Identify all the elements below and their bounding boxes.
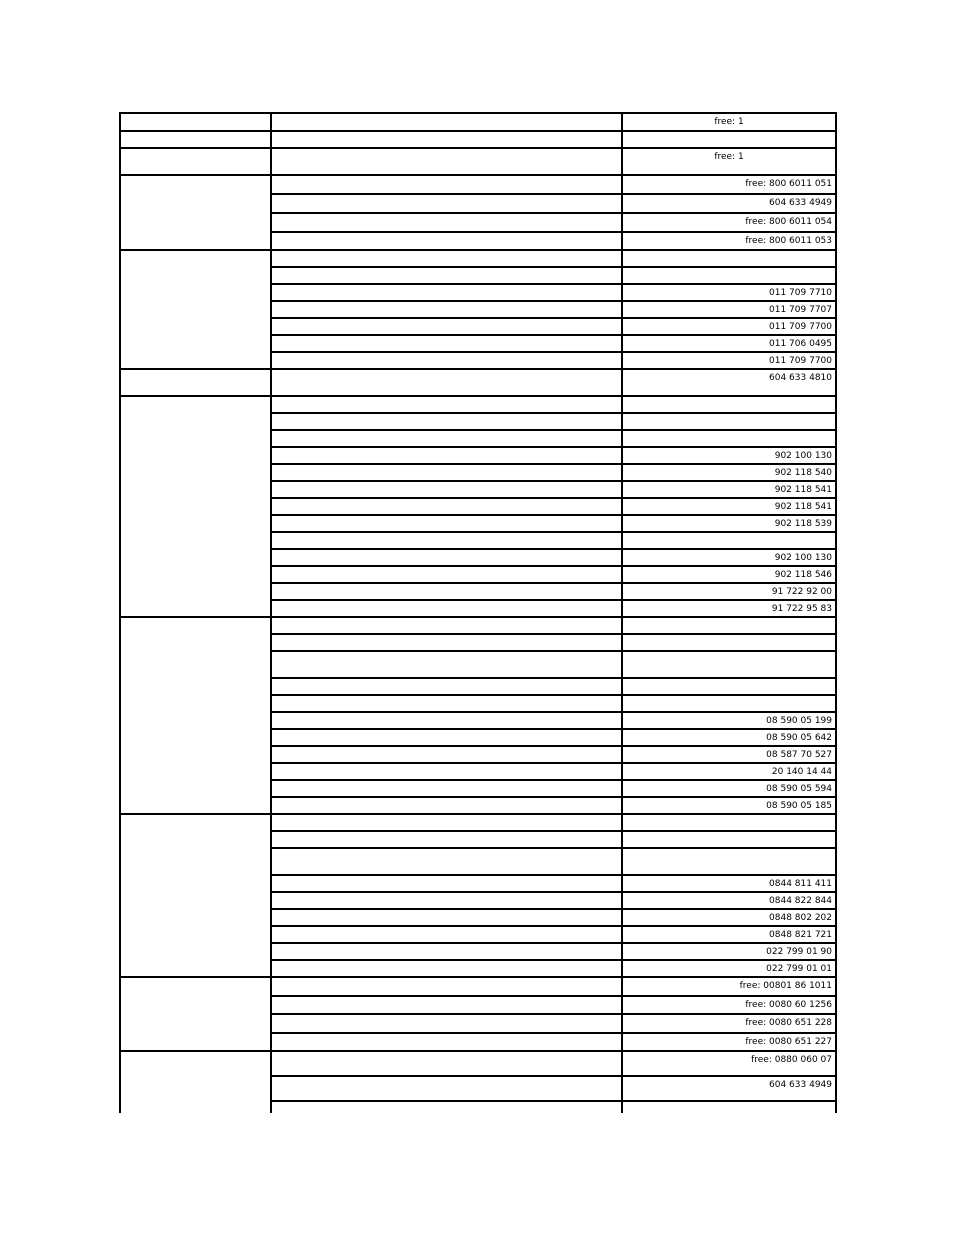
phone-number: free: 1 — [714, 117, 744, 127]
phone-number: 0848 821 721 — [769, 930, 832, 940]
phone-number-cell — [622, 369, 836, 396]
phone-number: 011 709 7707 — [769, 305, 832, 315]
phone-number: 20 140 14 44 — [771, 767, 832, 777]
phone-number-cell — [622, 1033, 836, 1051]
service-cell — [271, 1051, 622, 1076]
service-cell — [271, 746, 622, 763]
service-cell — [271, 831, 622, 848]
phone-number: 022 799 01 90 — [766, 947, 832, 957]
phone-number-cell — [622, 515, 836, 532]
phone-number: 08 590 05 199 — [766, 716, 832, 726]
service-cell — [271, 1033, 622, 1051]
phone-number-cell — [622, 831, 836, 848]
phone-number-cell — [622, 549, 836, 566]
phone-number: 0844 822 844 — [769, 896, 832, 906]
phone-number-cell — [622, 301, 836, 318]
service-cell — [271, 712, 622, 729]
service-cell — [271, 301, 622, 318]
contact-table — [119, 112, 837, 1113]
phone-number-cell — [622, 284, 836, 301]
table-row — [120, 148, 836, 175]
phone-number: free: 0080 651 227 — [745, 1037, 832, 1047]
phone-number-cell — [622, 712, 836, 729]
service-cell — [271, 763, 622, 780]
phone-number-cell — [622, 892, 836, 909]
service-cell — [271, 1076, 622, 1101]
phone-number: 902 118 541 — [774, 502, 832, 512]
phone-number-cell — [622, 1051, 836, 1076]
phone-number-cell — [622, 131, 836, 148]
service-cell — [271, 695, 622, 712]
phone-number-cell — [622, 695, 836, 712]
phone-number-cell — [622, 396, 836, 413]
phone-number-cell — [622, 1076, 836, 1101]
service-cell — [271, 213, 622, 232]
phone-number-cell — [622, 960, 836, 977]
phone-number: 011 709 7700 — [769, 322, 832, 332]
service-cell — [271, 617, 622, 634]
phone-number: 022 799 01 01 — [766, 964, 832, 974]
service-cell — [271, 729, 622, 746]
phone-number: free: 00801 86 1011 — [739, 981, 832, 991]
service-cell — [271, 1014, 622, 1033]
phone-number: 91 722 92 00 — [771, 587, 832, 597]
phone-number-cell — [622, 729, 836, 746]
phone-number-cell — [622, 943, 836, 960]
phone-number-cell — [622, 797, 836, 814]
service-cell — [271, 977, 622, 996]
service-cell — [271, 447, 622, 464]
country-cell — [120, 617, 271, 814]
phone-number-cell — [622, 232, 836, 250]
phone-number: free: 0080 60 1256 — [745, 1000, 832, 1010]
phone-number-cell — [622, 194, 836, 213]
service-cell — [271, 148, 622, 175]
service-cell — [271, 651, 622, 678]
phone-number-cell — [622, 318, 836, 335]
country-cell — [120, 148, 271, 175]
service-cell — [271, 566, 622, 583]
phone-number: 604 633 4949 — [769, 198, 832, 208]
country-cell — [120, 396, 271, 617]
phone-number: free: 1 — [714, 152, 744, 162]
table-row — [120, 617, 836, 634]
phone-number-cell — [622, 250, 836, 267]
phone-number-cell — [622, 848, 836, 875]
phone-number-cell — [622, 780, 836, 797]
service-cell — [271, 780, 622, 797]
table-row — [120, 1051, 836, 1076]
phone-number-cell — [622, 678, 836, 695]
phone-number-cell — [622, 213, 836, 232]
service-cell — [271, 481, 622, 498]
phone-number: 902 118 539 — [774, 519, 832, 529]
service-cell — [271, 369, 622, 396]
service-cell — [271, 498, 622, 515]
phone-number: free: 0880 060 07 — [751, 1055, 832, 1065]
service-cell — [271, 875, 622, 892]
phone-number: 011 709 7700 — [769, 356, 832, 366]
service-cell — [271, 926, 622, 943]
table-row — [120, 814, 836, 831]
phone-number-cell — [622, 634, 836, 651]
table-row — [120, 977, 836, 996]
phone-number: 902 118 541 — [774, 485, 832, 495]
service-cell — [271, 848, 622, 875]
table-row — [120, 396, 836, 413]
phone-number-cell — [622, 148, 836, 175]
service-cell — [271, 318, 622, 335]
country-cell — [120, 814, 271, 977]
phone-number: 91 722 95 83 — [771, 604, 832, 614]
service-cell — [271, 1101, 622, 1113]
country-cell — [120, 175, 271, 250]
phone-number: 08 587 70 527 — [766, 750, 832, 760]
phone-number: free: 0080 651 228 — [745, 1018, 832, 1028]
service-cell — [271, 250, 622, 267]
service-cell — [271, 464, 622, 481]
service-cell — [271, 960, 622, 977]
service-cell — [271, 996, 622, 1014]
phone-number-cell — [622, 763, 836, 780]
service-cell — [271, 814, 622, 831]
phone-number-cell — [622, 996, 836, 1014]
phone-number-cell — [622, 1014, 836, 1033]
phone-number: 902 118 540 — [774, 468, 832, 478]
table-body — [120, 113, 836, 1113]
table-row — [120, 113, 836, 131]
phone-number-cell — [622, 909, 836, 926]
service-cell — [271, 113, 622, 131]
phone-number: 08 590 05 594 — [766, 784, 832, 794]
phone-number-cell — [622, 481, 836, 498]
phone-number-cell — [622, 498, 836, 515]
country-cell — [120, 977, 271, 1051]
table-row — [120, 369, 836, 396]
phone-number-cell — [622, 352, 836, 369]
country-cell — [120, 369, 271, 396]
phone-number-cell — [622, 335, 836, 352]
service-cell — [271, 797, 622, 814]
phone-number: 011 709 7710 — [769, 288, 832, 298]
country-cell — [120, 113, 271, 131]
service-cell — [271, 515, 622, 532]
service-cell — [271, 284, 622, 301]
service-cell — [271, 175, 622, 194]
service-cell — [271, 943, 622, 960]
phone-number-cell — [622, 746, 836, 763]
phone-number-cell — [622, 175, 836, 194]
table-row — [120, 250, 836, 267]
phone-number-cell — [622, 651, 836, 678]
phone-number-cell — [622, 430, 836, 447]
phone-number: free: 800 6011 053 — [745, 236, 832, 246]
phone-number-cell — [622, 113, 836, 131]
service-cell — [271, 131, 622, 148]
phone-number: 902 100 130 — [774, 451, 832, 461]
phone-number: 902 100 130 — [774, 553, 832, 563]
service-cell — [271, 600, 622, 617]
service-cell — [271, 232, 622, 250]
phone-number-cell — [622, 1101, 836, 1113]
phone-number: 604 633 4949 — [769, 1080, 832, 1090]
service-cell — [271, 634, 622, 651]
phone-number: 902 118 546 — [774, 570, 832, 580]
phone-number-cell — [622, 617, 836, 634]
phone-number-cell — [622, 413, 836, 430]
service-cell — [271, 335, 622, 352]
service-cell — [271, 194, 622, 213]
phone-number: 011 706 0495 — [769, 339, 832, 349]
table-row — [120, 175, 836, 194]
country-cell — [120, 131, 271, 148]
phone-number: 08 590 05 185 — [766, 801, 832, 811]
service-cell — [271, 909, 622, 926]
phone-number: free: 800 6011 054 — [745, 217, 832, 227]
phone-number-cell — [622, 267, 836, 284]
service-cell — [271, 678, 622, 695]
phone-number-cell — [622, 464, 836, 481]
service-cell — [271, 892, 622, 909]
phone-number-cell — [622, 600, 836, 617]
service-cell — [271, 267, 622, 284]
phone-number-cell — [622, 532, 836, 549]
country-cell — [120, 250, 271, 369]
phone-number: 08 590 05 642 — [766, 733, 832, 743]
service-cell — [271, 583, 622, 600]
phone-number: 0844 811 411 — [769, 879, 832, 889]
phone-number-cell — [622, 566, 836, 583]
phone-number-cell — [622, 447, 836, 464]
phone-number-cell — [622, 926, 836, 943]
service-cell — [271, 413, 622, 430]
phone-number-cell — [622, 814, 836, 831]
phone-number: 0848 802 202 — [769, 913, 832, 923]
service-cell — [271, 532, 622, 549]
phone-number-cell — [622, 583, 836, 600]
country-cell — [120, 1051, 271, 1113]
service-cell — [271, 430, 622, 447]
service-cell — [271, 549, 622, 566]
phone-number-cell — [622, 977, 836, 996]
phone-number-cell — [622, 875, 836, 892]
phone-number: free: 800 6011 051 — [745, 179, 832, 189]
table-row — [120, 131, 836, 148]
phone-number: 604 633 4810 — [769, 373, 832, 383]
service-cell — [271, 396, 622, 413]
service-cell — [271, 352, 622, 369]
